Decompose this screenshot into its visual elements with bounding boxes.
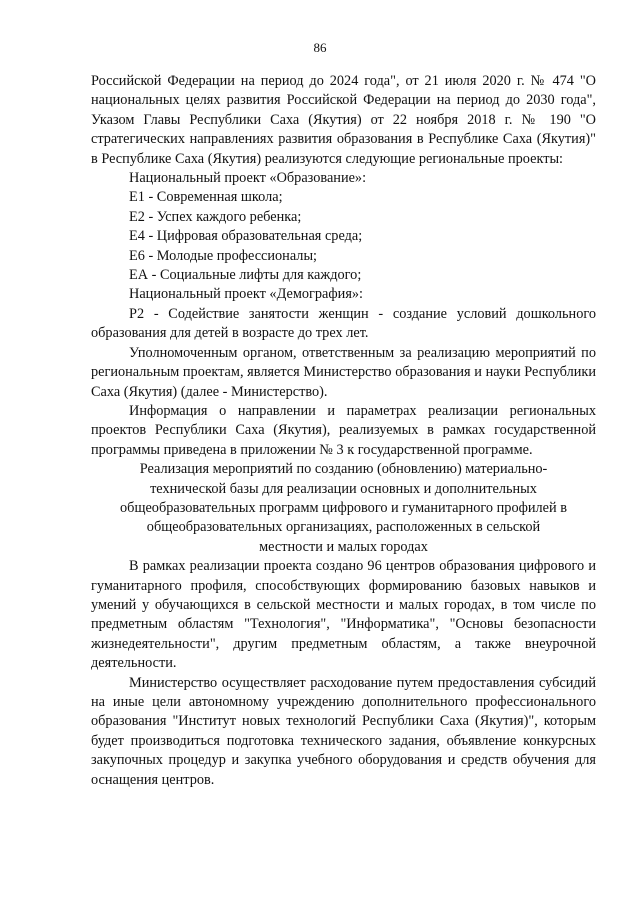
page-number: 86	[313, 40, 327, 55]
authorized-body-paragraph: Уполномоченным органом, ответственным за реализацию мероприятий по региональным проектам, является Министерство образования и науки Республики Саха (Якутия) (далее - Министерство).	[91, 344, 596, 400]
intro-paragraph: Российской Федерации на период до 2024 года", от 21 июля 2020 г. № 474 "О национальных целях развития Российской Федерации на период до 2030 года", Указом Главы Республики Саха (Якутия) от 22 ноября 2018 г. № 190 "О стратегических направлениях развития образования в Республике Саха (Якутия)" в Республике Саха (Якутия) реализуются следующие региональные проекты:	[91, 73, 596, 167]
list-item: Е6 - Молодые профессионалы;	[129, 247, 318, 264]
list-item: ЕА - Социальные лифты для каждого;	[129, 267, 362, 284]
list-item: Е1 - Современная школа;	[129, 189, 283, 206]
list-item: Е2 - Успех каждого ребенка;	[129, 208, 302, 225]
ministry-paragraph: Министерство осуществляет расходование путем предоставления субсидий на иные цели автономному учреждению дополнительного профессионального образования "Институт новых технологий Республики Саха (Якутия)", которым будет производиться подготовка технического задания, объявление конкурсных закупочных процедур и закупка учебного оборудования и средств обучения для оснащения центров.	[91, 674, 596, 788]
document-body	[91, 72, 596, 790]
p2-paragraph: Р2 - Содействие занятости женщин - создание условий дошкольного образования для детей в возрасте до трех лет.	[91, 305, 596, 342]
list-item: Национальный проект «Образование»:	[129, 170, 367, 187]
list-item: Е4 - Цифровая образовательная среда;	[129, 228, 363, 245]
list-item: Национальный проект «Демография»:	[129, 286, 364, 303]
info-paragraph: Информация о направлении и параметрах реализации региональных проектов Республики Саха (Якутия), реализуемых в рамках государственной программы приведена в приложении № 3 к государственной программе.	[91, 402, 596, 458]
regional-projects-list	[91, 169, 596, 305]
section-heading: Реализация мероприятий по созданию (обновлению) материально-технической базы для реализации основных и дополнительных общеобразовательных программ цифрового и гуманитарного профилей в общеобразовательных организациях, расположенных в сельской местности и малых городах	[120, 461, 567, 555]
centers-paragraph: В рамках реализации проекта создано 96 центров образования цифрового и гуманитарного профиля, способствующих формированию базовых навыков и умений у обучающихся в сельской местности и малых городах, в том числе по предметным областям "Технология", "Информатика", "Основы безопасности жизнедеятельности", другим предметным областям, а также внеурочной деятельности.	[91, 558, 596, 672]
